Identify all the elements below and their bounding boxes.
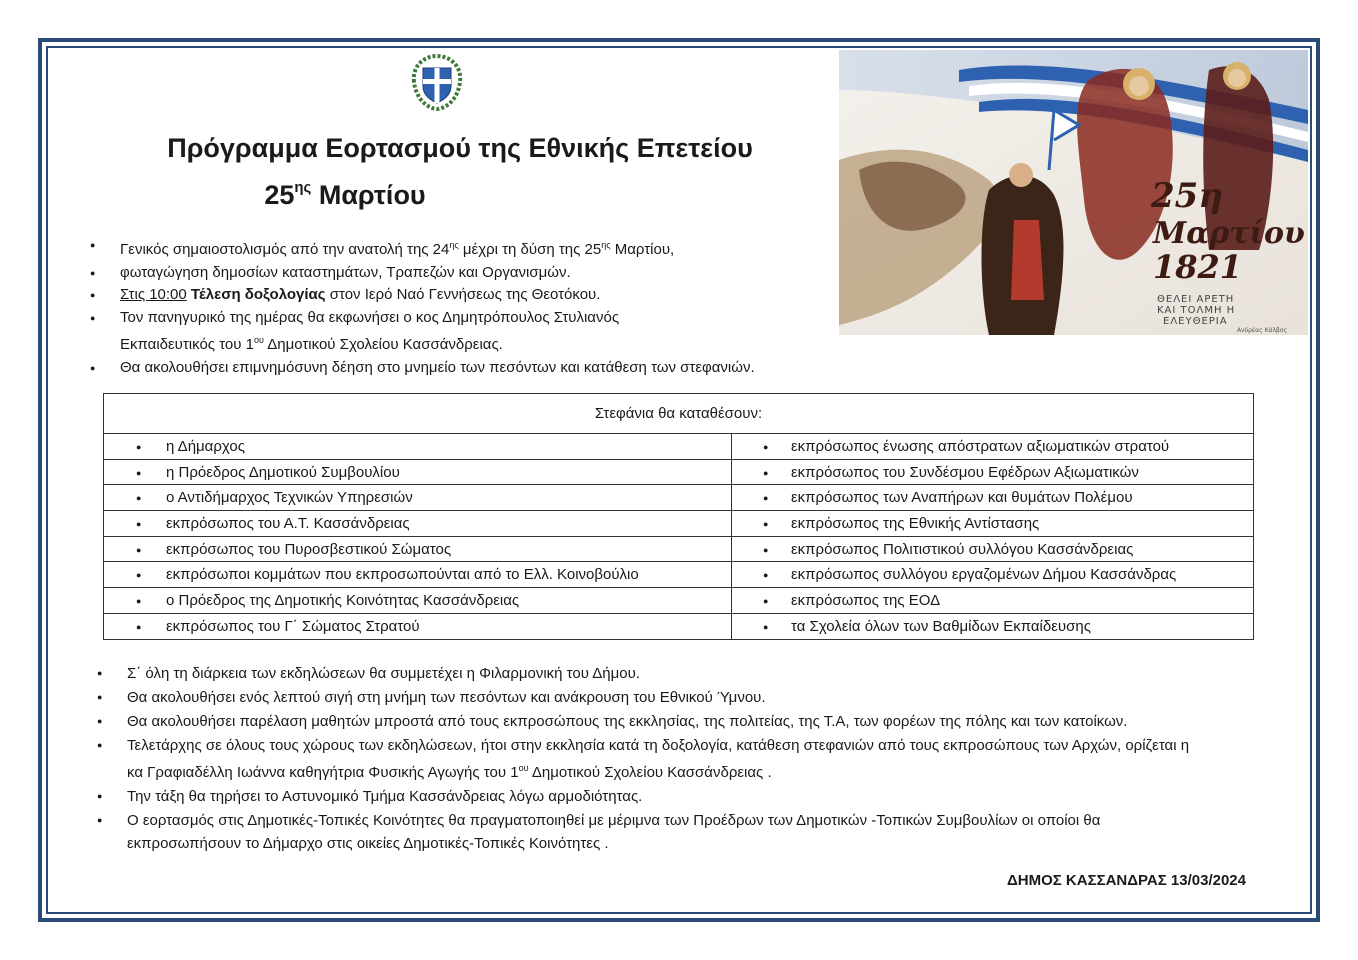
table-cell: ● εκπρόσωπος της ΕΟΔ bbox=[732, 588, 1254, 614]
page-title bbox=[100, 128, 820, 215]
table-cell: ● εκπρόσωπος του Γ΄ Σώματος Στρατού bbox=[104, 613, 732, 639]
table-cell: ● η Δήμαρχος bbox=[104, 434, 732, 460]
table-cell: ● ο Πρόεδρος της Δημοτικής Κοινότητας Κασσάνδρειας bbox=[104, 588, 732, 614]
title-line-2: $25^{\eta\varsigma}$ Μαρτίου bbox=[264, 179, 426, 210]
hero-month: Μαρτίου bbox=[1153, 216, 1305, 251]
footer-signature: ΔΗΜΟΣ ΚΑΣΣΑΝΔΡΑΣ 13/03/2024 bbox=[1006, 872, 1246, 889]
hero-motto-2: ΚΑΙ ΤΟΛΜΗ Η bbox=[1157, 305, 1236, 316]
table-cell: ● εκπρόσωπος των Αναπήρων και θυμάτων Πολέμου bbox=[732, 485, 1254, 511]
intro-item: ● Τον πανηγυρικό της ημέρας θα εκφωνήσει ο κος Δημητρόπουλος Στυλιανός Εκπαιδευτικός του $1^{o\upsilon}$ Δημοτικού Σχολείου Κασσάνδρειας. bbox=[90, 307, 850, 357]
note-item: ● Σ΄ όλη τη διάρκεια των εκδηλώσεων θα συμμετέχει η Φιλαρμονική του Δήμου. bbox=[97, 662, 1297, 685]
table-row bbox=[104, 562, 1254, 588]
table-row bbox=[104, 588, 1254, 614]
table-cell: ● εκπρόσωπος ένωσης απόστρατων αξιωματικών στρατού bbox=[732, 434, 1254, 460]
intro-item: ● Θα ακολουθήσει επιμνημόσυνη δέηση στο μνημείο των πεσόντων και κατάθεση των στεφανιών. bbox=[90, 357, 850, 380]
table-row bbox=[104, 511, 1254, 537]
note-item: ● Θα ακολουθήσει ενός λεπτού σιγή στη μνήμη των πεσόντων και ανάκρουση του Εθνικού Ύμνου. bbox=[97, 686, 1297, 709]
table-row bbox=[104, 434, 1254, 460]
hero-author: Ανδρέας Κάλβος bbox=[1237, 327, 1288, 334]
table-row bbox=[104, 459, 1254, 485]
table-cell: ● εκπρόσωπος του Πυροσβεστικού Σώματος bbox=[104, 536, 732, 562]
intro-item: ● Στις 10:00 Τέλεση δοξολογίας στον Ιερό Ναό Γεννήσεως της Θεοτόκου. bbox=[90, 284, 850, 307]
note-item: ● Την τάξη θα τηρήσει το Αστυνομικό Τμήμα Κασσάνδρειας λόγω αρμοδιότητας. bbox=[97, 785, 1297, 808]
intro-item: ● Γενικός σημαιοστολισμός από την ανατολή της $24^{\eta\varsigma}$ μέχρι τη δύση της $25^{\eta\varsigma}$ Μαρτίου, bbox=[90, 234, 850, 262]
table-cell: ● εκπρόσωπος του Συνδέσμου Εφέδρων Αξιωματικών bbox=[732, 459, 1254, 485]
hero-illustration bbox=[839, 50, 1308, 335]
table-row bbox=[104, 536, 1254, 562]
table-row bbox=[104, 485, 1254, 511]
wreaths-table bbox=[103, 393, 1254, 640]
note-item: ● Θα ακολουθήσει παρέλαση μαθητών μπροστά από τους εκπροσώπους της εκκλησίας, της πολιτείας, της Τ.Α, των φορέων της πόλης και των κατοίκων. bbox=[97, 710, 1297, 733]
intro-item: ● φωταγώγηση δημοσίων καταστημάτων, Τραπεζών και Οργανισμών. bbox=[90, 262, 850, 285]
table-cell: ● ο Αντιδήμαρχος Τεχνικών Υπηρεσιών bbox=[104, 485, 732, 511]
table-cell: ● εκπρόσωπος του Α.Τ. Κασσάνδρειας bbox=[104, 511, 732, 537]
table-cell: ● εκπρόσωποι κομμάτων που εκπροσωπούνται από το Ελλ. Κοινοβούλιο bbox=[104, 562, 732, 588]
hero-date: 25η bbox=[1151, 176, 1224, 216]
table-cell: ● εκπρόσωπος Πολιτιστικού συλλόγου Κασσάνδρειας bbox=[732, 536, 1254, 562]
intro-list bbox=[90, 234, 850, 379]
hero-motto-3: ΕΛΕΥΘΕΡΙΑ bbox=[1163, 316, 1228, 327]
table-cell: ● εκπρόσωπος συλλόγου εργαζομένων Δήμου Κασσάνδρας bbox=[732, 562, 1254, 588]
table-cell: ● η Πρόεδρος Δημοτικού Συμβουλίου bbox=[104, 459, 732, 485]
hero-motto-1: ΘΕΛΕΙ ΑΡΕΤΗ bbox=[1157, 294, 1235, 305]
title-line-1: Πρόγραμμα Εορτασμού της Εθνικής Επετείου bbox=[167, 133, 753, 163]
note-item: ● Τελετάρχης σε όλους τους χώρους των εκδηλώσεων, ήτοι στην εκκλησία κατά τη δοξολογία, κατάθεση στεφανιών από τους εκπροσώπους των Αρχών, ορίζεται η κα Γραφιαδέλλη Ιωάννα καθηγήτρια Φυσικής Αγωγής του $1^{o\upsilon}$ Δημοτικού Σχολείου Κασσάνδρειας . bbox=[97, 734, 1297, 784]
table-row bbox=[104, 613, 1254, 639]
table-cell: ● τα Σχολεία όλων των Βαθμίδων Εκπαίδευσης bbox=[732, 613, 1254, 639]
note-item: ● Ο εορτασμός στις Δημοτικές-Τοπικές Κοινότητες θα πραγματοποιηθεί με μέριμνα των Προέδρων των Δημοτικών -Τοπικών Συμβουλίων οι οποίοι θα εκπροσωπήσουν το Δήμαρχο στις οικείες Δημοτικές-Τοπικές Κοινότητες . bbox=[97, 809, 1297, 855]
notes-list bbox=[97, 662, 1297, 856]
table-cell: ● εκπρόσωπος της Εθνικής Αντίστασης bbox=[732, 511, 1254, 537]
wreaths-table-header: Στεφάνια θα καταθέσουν: bbox=[104, 394, 1254, 434]
greek-coat-of-arms-icon bbox=[406, 52, 468, 112]
hero-year: 1821 bbox=[1153, 248, 1243, 286]
